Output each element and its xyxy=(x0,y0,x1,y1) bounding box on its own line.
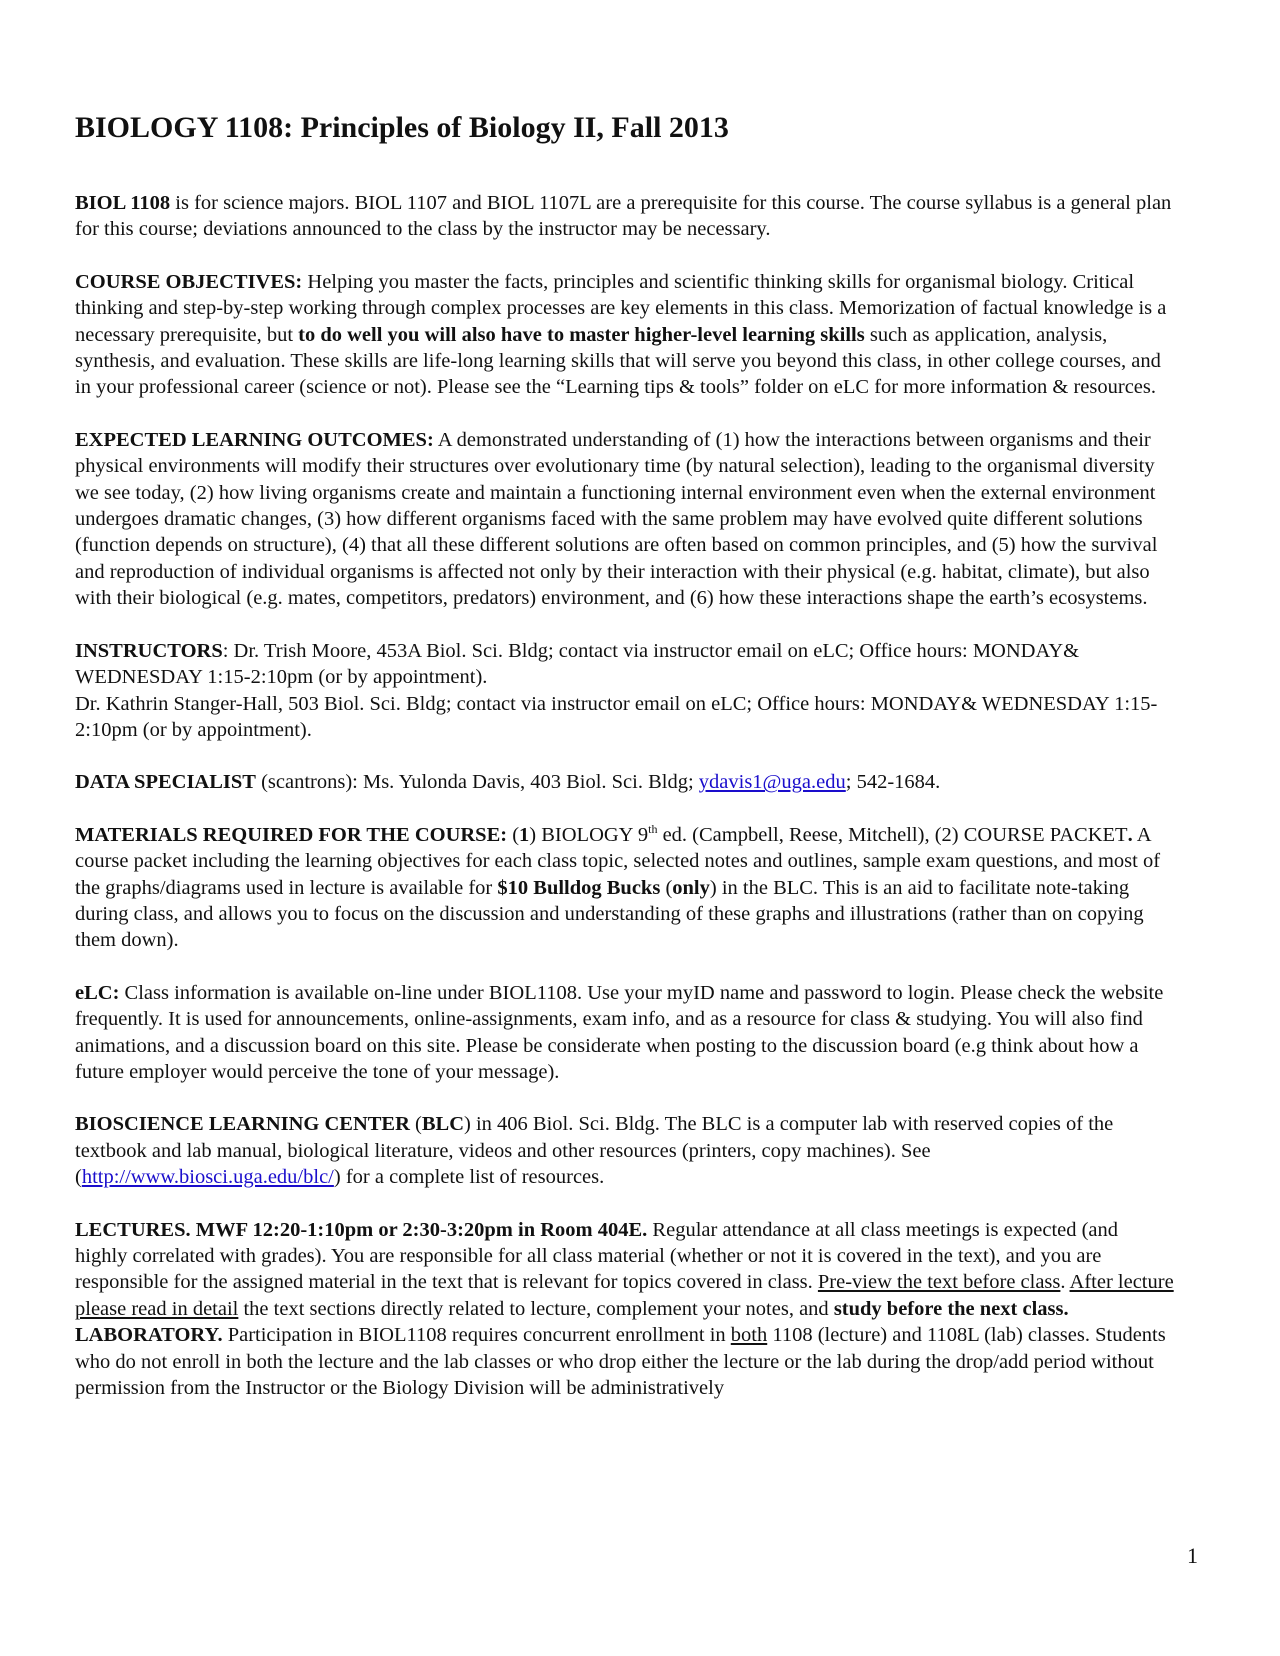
blc-text-2: ) in 406 Biol. Sci. Bldg. The BLC is a computer lab with reserved copies of the textbook and lab manual, biological literature, videos and other resources (printers, copy machines). See ( xyxy=(75,1113,1114,1189)
materials-paragraph xyxy=(75,822,1175,954)
blc-text-1: ( xyxy=(409,1113,422,1136)
laboratory-label: LABORATORY. xyxy=(75,1324,223,1347)
materials-text-4: A course packet including the learning objectives for each class topic, selected notes and outlines, sample exam questions, and most of the graphs/diagrams used in lecture is available for xyxy=(75,823,1161,899)
blc-label: BIOSCIENCE LEARNING CENTER xyxy=(75,1113,410,1136)
lectures-text-3: the text sections directly related to lecture, complement your notes, and xyxy=(238,1297,834,1320)
intro-text: is for science majors. BIOL 1107 and BIOL 1107L are a prerequisite for this course. The course syllabus is a general plan for this course; deviations announced to the class by the instructor may be necessary. xyxy=(75,192,1172,241)
lectures-text-1: Regular attendance at all class meetings is expected (and highly correlated with grades). You are responsible for all class material (whether or not it is covered in the text), and you are responsible for the assigned material in the text that is relevant for topics covered in class. xyxy=(75,1218,1119,1294)
materials-only: only xyxy=(672,876,710,899)
elc-label: eLC: xyxy=(75,981,120,1004)
instructor-1-text: : Dr. Trish Moore, 453A Biol. Sci. Bldg; contact via instructor email on eLC; Office hours: MONDAY& WEDNESDAY 1:15-2:10pm (or by appointment). xyxy=(75,639,1080,689)
objectives-paragraph xyxy=(75,269,1175,401)
objectives-label: COURSE OBJECTIVES: xyxy=(75,270,303,293)
laboratory-text-2: 1108 (lecture) and 1108L (lab) classes. Students who do not enroll in both the lecture and the lab classes or who drop either the lecture or the lab during the drop/add period without permission from the Instructor or the Biology Division will be administratively xyxy=(75,1324,1166,1400)
syllabus-page xyxy=(75,98,1175,1427)
materials-text-6: ) in the BLC. This is an aid to facilitate note-taking during class, and allows you to focus on the discussion and understanding of these graphs and illustrations (rather than on copying them down). xyxy=(75,876,1144,952)
instructors-paragraph xyxy=(75,638,1175,744)
instructor-2-text: Dr. Kathrin Stanger-Hall, 503 Biol. Sci. Bldg; contact via instructor email on eLC; Office hours: MONDAY& WEDNESDAY 1:15-2:10pm (or by appointment). xyxy=(75,692,1158,741)
lectures-paragraph xyxy=(75,1217,1175,1323)
elc-paragraph xyxy=(75,980,1175,1086)
laboratory-paragraph xyxy=(75,1322,1175,1401)
objectives-emphasis: to do well you will also have to master higher-level learning skills xyxy=(298,323,865,346)
blc-text-3: ) for a complete list of resources. xyxy=(333,1166,605,1189)
laboratory-text-1: Participation in BIOL1108 requires concurrent enrollment in xyxy=(222,1324,731,1347)
materials-text-5: ( xyxy=(660,876,673,899)
outcomes-label: EXPECTED LEARNING OUTCOMES: xyxy=(75,428,434,451)
data-specialist-text-1: (scantrons): Ms. Yulonda Davis, 403 Biol. Sci. Bldg; xyxy=(255,771,699,794)
data-specialist-label: DATA SPECIALIST xyxy=(75,771,256,794)
objectives-text-1: Helping you master the facts, principles and scientific thinking skills for organismal biology. Critical thinking and step-by-step working through complex processes are key elements in this class. Memorization of factual knowledge is a necessary prerequisite, but xyxy=(75,270,1167,346)
objectives-text-2: such as application, analysis, synthesis, and evaluation. These skills are life-long learning skills that will serve you beyond this class, in other college courses, and in your professional career (science or not). Please see the “Learning tips & tools” folder on eLC for more information & resources. xyxy=(75,323,1161,399)
lectures-read-underlined: After lecture please read in detail xyxy=(75,1271,1174,1320)
page-number: 1 xyxy=(1187,1543,1198,1568)
lectures-study-emphasis: study before the next class. xyxy=(833,1297,1069,1320)
outcomes-text: A demonstrated understanding of (1) how the interactions between organisms and their physical environments will modify their structures over evolutionary time (by natural selection), leading to the organismal diversity we see today, (2) how living organisms create and maintain a functioning internal environment even when the external environment undergoes dramatic changes, (3) how different organisms faced with the same problem may have evolved quite different solutions (function depends on structure), (4) that all these different solutions are often based on common principles, and (5) how the survival and reproduction of individual organisms is affected not only by their interaction with their physical (e.g. habitat, climate), but also with their biological (e.g. mates, competitors, predators) environment, and (6) how these interactions shape the earth’s ecosystems. xyxy=(75,428,1158,610)
edition-superscript: th xyxy=(648,821,658,836)
materials-text-3: ed. (Campbell, Reese, Mitchell), (2) COURSE PACKET xyxy=(657,823,1128,846)
materials-item-1-number: 1 xyxy=(519,823,530,846)
outcomes-paragraph xyxy=(75,427,1175,612)
blc-url-link[interactable]: http://www.biosci.uga.edu/blc/ xyxy=(81,1166,334,1189)
intro-label: BIOL 1108 xyxy=(75,192,171,214)
page-title: BIOLOGY 1108: Principles of Biology II, Fall 2013 xyxy=(75,111,729,144)
materials-price: $10 Bulldog Bucks xyxy=(497,876,661,899)
lectures-preview-underlined: Pre-view the text before class xyxy=(817,1271,1061,1294)
data-specialist-text-2: ; 542-1684. xyxy=(845,771,941,794)
materials-label: MATERIALS REQUIRED FOR THE COURSE: xyxy=(75,823,508,846)
laboratory-both-underlined: both xyxy=(730,1324,768,1347)
data-specialist-email-link[interactable]: ydavis1@uga.edu xyxy=(698,771,846,794)
materials-text-1: ( xyxy=(507,823,520,846)
intro-paragraph xyxy=(75,190,1175,243)
blc-abbr: BLC xyxy=(421,1113,465,1136)
blc-paragraph xyxy=(75,1111,1175,1190)
materials-text-2: ) BIOLOGY 9 xyxy=(529,823,649,846)
data-specialist-paragraph xyxy=(75,769,1175,795)
materials-dot: . xyxy=(1127,823,1133,846)
elc-text: Class information is available on-line under BIOL1108. Use your myID name and password to login. Please check the website frequently. It is used for announcements, online-assignments, exam info, and as a resource for class & studying. You will also find animations, and a discussion board on this site. Please be considerate when posting to the discussion board (e.g think about how a future employer would perceive the tone of your message). xyxy=(75,981,1164,1083)
lectures-text-2: . xyxy=(1060,1271,1070,1294)
lectures-label: LECTURES. MWF 12:20-1:10pm or 2:30-3:20pm in Room 404E. xyxy=(75,1218,648,1241)
instructors-label: INSTRUCTORS xyxy=(75,639,223,662)
